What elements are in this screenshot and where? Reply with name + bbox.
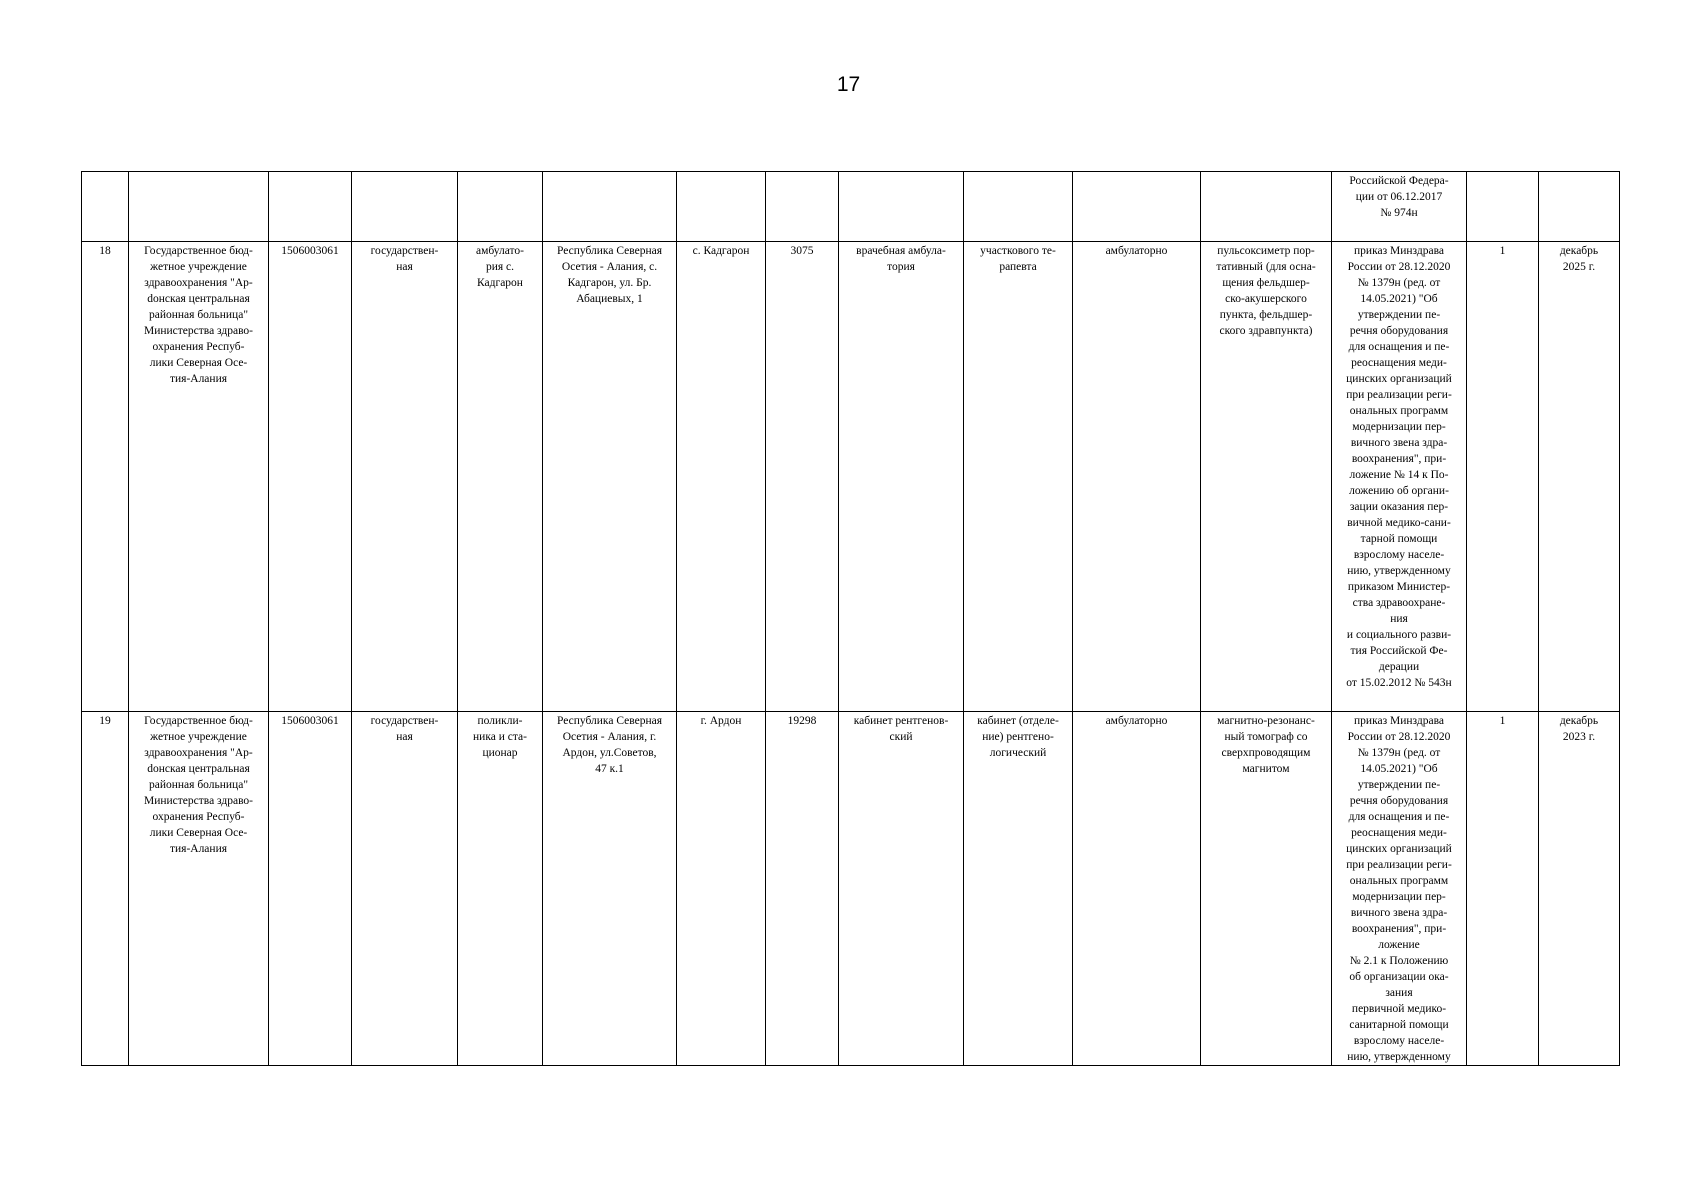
cell-room [964,172,1073,242]
cell-ownership: государствен- ная [352,242,458,712]
cell-organization: Государственное бюд- жетное учреждение здравоохранения "Ар- dонская центральная районная больница" Министерства здраво- охранения Респуб- лики Северная Осе- тия-Алания [129,242,269,712]
cell-organization: Государственное бюд- жетное учреждение здравоохранения "Ар- dонская центральная районная больница" Министерства здраво- охранения Респуб- лики Северная Осе- тия-Алания [129,712,269,1066]
cell-quantity [1467,172,1539,242]
cell-equipment: пульсоксиметр пор- тативный (для осна- щения фельдшер- ско-акушерского пункта, фельдшер- ского здравпункта) [1201,242,1332,712]
table-row [82,242,1620,712]
cell-row-number [82,172,129,242]
cell-row-number: 18 [82,242,129,712]
cell-equipment [1201,172,1332,242]
cell-legal-basis: приказ Минздрава России от 28.12.2020 № 1379н (ред. от 14.05.2021) "Об утверждении пе- речня оборудования для оснащения и пе- реоснащения меди- цинских организаций при реализации реги- ональных программ модернизации пер- вичного звена здра- воохранения", при- ложение № 14 к По- ложению об органи- зации оказания пер- вичной медико-сани- тарной помощи взрослому населе- нию, утвержденному приказом Министер- ства здравоохране- ния и социального разви- тия Российской Фе- дерации от 15.02.2012 № 543н [1332,242,1467,712]
cell-settlement: с. Кадгарон [677,242,766,712]
cell-address: Республика Северная Осетия - Алания, г. Ардон, ул.Советов, 47 к.1 [543,712,677,1066]
equipment-register-table [81,171,1620,1066]
cell-ogrn: 1506003061 [269,242,352,712]
cell-equipment: магнитно-резонанс- ный томограф со сверхпроводящим магнитом [1201,712,1332,1066]
cell-deadline [1539,172,1620,242]
cell-care-form: амбулаторно [1073,242,1201,712]
cell-deadline: декабрь 2023 г. [1539,712,1620,1066]
cell-ogrn [269,172,352,242]
cell-unit: поликли- ника и ста- ционар [458,712,543,1066]
cell-population: 19298 [766,712,839,1066]
cell-organization [129,172,269,242]
page-number: 17 [836,73,861,96]
cell-legal-basis: приказ Минздрава России от 28.12.2020 № 1379н (ред. от 14.05.2021) "Об утверждении пе- речня оборудования для оснащения и пе- реоснащения меди- цинских организаций при реализации реги- ональных программ модернизации пер- вичного звена здра- воохранения", при- ложение № 2.1 к Положению об организации ока- зания первичной медико- санитарной помощи взрослому населе- нию, утвержденному [1332,712,1467,1066]
cell-quantity: 1 [1467,242,1539,712]
cell-population [766,172,839,242]
cell-department: врачебная амбула- тория [839,242,964,712]
cell-quantity: 1 [1467,712,1539,1066]
table-row-continuation [82,172,1620,242]
cell-ogrn: 1506003061 [269,712,352,1066]
cell-legal-basis: Российской Федера- ции от 06.12.2017 № 974н [1332,172,1467,242]
cell-ownership [352,172,458,242]
cell-settlement [677,172,766,242]
cell-department [839,172,964,242]
cell-row-number: 19 [82,712,129,1066]
cell-unit: амбулато- рия с. Кадгарон [458,242,543,712]
cell-unit [458,172,543,242]
cell-deadline: декабрь 2025 г. [1539,242,1620,712]
cell-ownership: государствен- ная [352,712,458,1066]
cell-room: участкового те- рапевта [964,242,1073,712]
cell-care-form [1073,172,1201,242]
cell-department: кабинет рентгенов- ский [839,712,964,1066]
cell-address [543,172,677,242]
cell-settlement: г. Ардон [677,712,766,1066]
cell-care-form: амбулаторно [1073,712,1201,1066]
cell-address: Республика Северная Осетия - Алания, с. Кадгарон, ул. Бр. Абациевых, 1 [543,242,677,712]
cell-room: кабинет (отделе- ние) рентгено- логический [964,712,1073,1066]
table-row [82,712,1620,1066]
cell-population: 3075 [766,242,839,712]
